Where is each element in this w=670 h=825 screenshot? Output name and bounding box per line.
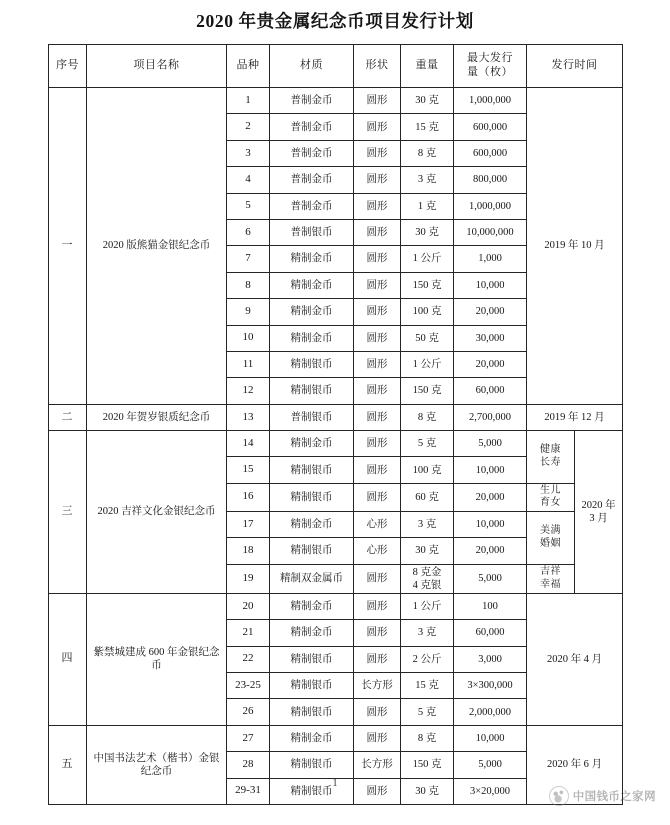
max-issue-line-2: 量（枚） <box>467 66 513 78</box>
cell-variety: 4 <box>227 167 270 193</box>
cell-material: 精制银币 <box>270 673 354 699</box>
cell-max-issue: 600,000 <box>454 114 527 140</box>
cell-variety: 2 <box>227 114 270 140</box>
cell-variety: 18 <box>227 538 270 564</box>
section-seq: 三 <box>49 431 87 594</box>
cell-shape: 圆形 <box>354 378 401 404</box>
section-issue-time: 2019 年 10 月 <box>527 88 623 405</box>
cell-shape: 长方形 <box>354 752 401 778</box>
cell-shape: 圆形 <box>354 246 401 272</box>
section-project-name: 2020 吉祥文化金银纪念币 <box>87 431 227 594</box>
cell-max-issue: 3×20,000 <box>454 778 527 804</box>
cell-material: 精制银币 <box>270 483 354 511</box>
cell-max-issue: 2,000,000 <box>454 699 527 725</box>
table-body <box>49 88 623 805</box>
cell-material: 精制银币 <box>270 699 354 725</box>
cell-weight: 30 克 <box>401 88 454 114</box>
column-header-project-name: 项目名称 <box>87 45 227 88</box>
section-seq: 一 <box>49 88 87 405</box>
cell-material: 精制金币 <box>270 725 354 751</box>
cell-shape: 圆形 <box>354 114 401 140</box>
cell-weight: 50 克 <box>401 325 454 351</box>
cell-shape: 圆形 <box>354 778 401 804</box>
cell-weight: 30 克 <box>401 219 454 245</box>
cell-max-issue: 1,000 <box>454 246 527 272</box>
cell-max-issue: 3,000 <box>454 646 527 672</box>
cell-max-issue: 1,000,000 <box>454 88 527 114</box>
cell-variety: 29-31 <box>227 778 270 804</box>
cell-shape: 心形 <box>354 511 401 537</box>
cell-weight: 1 克 <box>401 193 454 219</box>
cell-max-issue: 60,000 <box>454 620 527 646</box>
cell-material: 普制金币 <box>270 140 354 166</box>
cell-shape: 圆形 <box>354 564 401 593</box>
cell-variety: 3 <box>227 140 270 166</box>
cell-material: 精制银币 <box>270 538 354 564</box>
column-header-max-issue <box>454 45 527 88</box>
cell-material: 精制银币 <box>270 378 354 404</box>
cell-material: 精制金币 <box>270 272 354 298</box>
cell-variety: 19 <box>227 564 270 593</box>
cell-max-issue: 600,000 <box>454 140 527 166</box>
cell-variety: 27 <box>227 725 270 751</box>
cell-variety: 20 <box>227 593 270 619</box>
cell-material: 普制金币 <box>270 114 354 140</box>
watermark-text: 中国钱币之家网 <box>572 791 656 803</box>
cell-max-issue: 20,000 <box>454 299 527 325</box>
cell-max-issue: 800,000 <box>454 167 527 193</box>
cell-material: 精制银币 <box>270 351 354 377</box>
cell-variety: 22 <box>227 646 270 672</box>
cell-shape: 圆形 <box>354 699 401 725</box>
cell-shape: 圆形 <box>354 404 401 430</box>
column-header-weight: 重量 <box>401 45 454 88</box>
cell-weight: 15 克 <box>401 114 454 140</box>
cell-weight: 2 公斤 <box>401 646 454 672</box>
cell-variety: 13 <box>227 404 270 430</box>
cell-shape: 圆形 <box>354 299 401 325</box>
cell-shape: 圆形 <box>354 646 401 672</box>
cell-shape: 圆形 <box>354 140 401 166</box>
cell-weight: 15 克 <box>401 673 454 699</box>
cell-material: 普制金币 <box>270 88 354 114</box>
cell-weight: 3 克 <box>401 167 454 193</box>
cell-material: 精制银币 <box>270 752 354 778</box>
cell-max-issue: 20,000 <box>454 483 527 511</box>
cell-weight: 100 克 <box>401 457 454 483</box>
table-row <box>49 431 623 457</box>
section-issue-time: 2020 年 6 月 <box>527 725 623 804</box>
cell-max-issue: 10,000 <box>454 272 527 298</box>
cell-material: 精制金币 <box>270 299 354 325</box>
section-project-name: 中国书法艺术（楷书）金银纪念币 <box>87 725 227 804</box>
cell-max-issue: 20,000 <box>454 351 527 377</box>
cell-max-issue: 2,700,000 <box>454 404 527 430</box>
table-header <box>49 45 623 88</box>
max-issue-line-1: 最大发行 <box>467 52 513 65</box>
cell-material: 精制银币 <box>270 778 354 804</box>
cell-material: 精制银币 <box>270 646 354 672</box>
cell-weight: 150 克 <box>401 378 454 404</box>
table-row <box>49 593 623 619</box>
cell-weight: 5 克 <box>401 699 454 725</box>
cell-max-issue: 60,000 <box>454 378 527 404</box>
cell-max-issue: 30,000 <box>454 325 527 351</box>
cell-material: 精制双金属币 <box>270 564 354 593</box>
cell-max-issue: 10,000 <box>454 725 527 751</box>
cell-shape: 圆形 <box>354 483 401 511</box>
cell-variety: 7 <box>227 246 270 272</box>
cell-variety: 9 <box>227 299 270 325</box>
section-seq: 二 <box>49 404 87 430</box>
section-seq: 五 <box>49 725 87 804</box>
cell-shape: 长方形 <box>354 673 401 699</box>
cell-variety: 5 <box>227 193 270 219</box>
cell-variety: 16 <box>227 483 270 511</box>
cell-weight: 8 克 <box>401 725 454 751</box>
cell-variety: 23-25 <box>227 673 270 699</box>
table-row <box>49 88 623 114</box>
cell-material: 精制金币 <box>270 620 354 646</box>
cell-weight: 1 公斤 <box>401 593 454 619</box>
cell-shape: 圆形 <box>354 272 401 298</box>
site-watermark <box>549 786 656 806</box>
section-issue-time: 2019 年 12 月 <box>527 404 623 430</box>
cell-max-issue: 20,000 <box>454 538 527 564</box>
cell-theme: 美满 婚姻 <box>527 511 575 564</box>
cell-variety: 15 <box>227 457 270 483</box>
cell-variety: 14 <box>227 431 270 457</box>
cell-shape: 圆形 <box>354 620 401 646</box>
cell-weight: 100 克 <box>401 299 454 325</box>
cell-variety: 26 <box>227 699 270 725</box>
cell-variety: 21 <box>227 620 270 646</box>
cell-weight: 3 克 <box>401 620 454 646</box>
cell-material: 普制银币 <box>270 219 354 245</box>
cell-shape: 圆形 <box>354 219 401 245</box>
cell-max-issue: 100 <box>454 593 527 619</box>
cell-weight: 3 克 <box>401 511 454 537</box>
cell-variety: 11 <box>227 351 270 377</box>
cell-max-issue: 10,000,000 <box>454 219 527 245</box>
cell-weight: 1 公斤 <box>401 246 454 272</box>
cell-material: 普制金币 <box>270 167 354 193</box>
table-row <box>49 725 623 751</box>
cell-material: 精制金币 <box>270 431 354 457</box>
table-row <box>49 404 623 430</box>
cell-theme: 吉祥 幸福 <box>527 564 575 593</box>
cell-shape: 圆形 <box>354 351 401 377</box>
cell-shape: 圆形 <box>354 593 401 619</box>
cell-shape: 心形 <box>354 538 401 564</box>
cell-shape: 圆形 <box>354 725 401 751</box>
column-header-variety: 品种 <box>227 45 270 88</box>
cell-theme: 生儿 育女 <box>527 483 575 511</box>
cell-shape: 圆形 <box>354 88 401 114</box>
cell-material: 精制银币 <box>270 457 354 483</box>
page-number: 1 <box>332 778 338 789</box>
section-issue-time: 2020 年 4 月 <box>527 593 623 725</box>
section-project-name: 2020 版熊猫金银纪念币 <box>87 88 227 405</box>
cell-material: 精制金币 <box>270 325 354 351</box>
issuance-plan-table <box>48 44 623 805</box>
cell-weight: 30 克 <box>401 538 454 564</box>
column-header-seq: 序号 <box>49 45 87 88</box>
section-project-name: 2020 年贺岁银质纪念币 <box>87 404 227 430</box>
header-row <box>49 45 623 88</box>
cell-weight: 8 克金 4 克银 <box>401 564 454 593</box>
cell-variety: 17 <box>227 511 270 537</box>
cell-material: 精制金币 <box>270 246 354 272</box>
cell-max-issue: 5,000 <box>454 564 527 593</box>
cell-weight: 30 克 <box>401 778 454 804</box>
column-header-material: 材质 <box>270 45 354 88</box>
cell-max-issue: 5,000 <box>454 752 527 778</box>
section-project-name: 紫禁城建成 600 年金银纪念币 <box>87 593 227 725</box>
column-header-issue-time: 发行时间 <box>527 45 623 88</box>
section-seq: 四 <box>49 593 87 725</box>
coin-logo-icon <box>549 786 569 806</box>
cell-variety: 12 <box>227 378 270 404</box>
cell-max-issue: 5,000 <box>454 431 527 457</box>
cell-material: 普制银币 <box>270 404 354 430</box>
cell-weight: 8 克 <box>401 404 454 430</box>
cell-weight: 5 克 <box>401 431 454 457</box>
cell-weight: 150 克 <box>401 752 454 778</box>
cell-max-issue: 10,000 <box>454 511 527 537</box>
cell-variety: 10 <box>227 325 270 351</box>
cell-material: 普制金币 <box>270 193 354 219</box>
page-title: 2020 年贵金属纪念币项目发行计划 <box>196 11 474 31</box>
cell-material: 精制金币 <box>270 511 354 537</box>
cell-shape: 圆形 <box>354 457 401 483</box>
cell-weight: 150 克 <box>401 272 454 298</box>
cell-shape: 圆形 <box>354 431 401 457</box>
cell-variety: 1 <box>227 88 270 114</box>
cell-max-issue: 1,000,000 <box>454 193 527 219</box>
cell-variety: 28 <box>227 752 270 778</box>
cell-variety: 6 <box>227 219 270 245</box>
cell-shape: 圆形 <box>354 325 401 351</box>
cell-shape: 圆形 <box>354 167 401 193</box>
cell-weight: 60 克 <box>401 483 454 511</box>
column-header-shape: 形状 <box>354 45 401 88</box>
cell-weight: 8 克 <box>401 140 454 166</box>
cell-weight: 1 公斤 <box>401 351 454 377</box>
cell-max-issue: 10,000 <box>454 457 527 483</box>
section-issue-time: 2020 年 3 月 <box>575 431 623 594</box>
cell-theme: 健康 长寿 <box>527 431 575 484</box>
cell-shape: 圆形 <box>354 193 401 219</box>
cell-material: 精制金币 <box>270 593 354 619</box>
cell-max-issue: 3×300,000 <box>454 673 527 699</box>
cell-variety: 8 <box>227 272 270 298</box>
